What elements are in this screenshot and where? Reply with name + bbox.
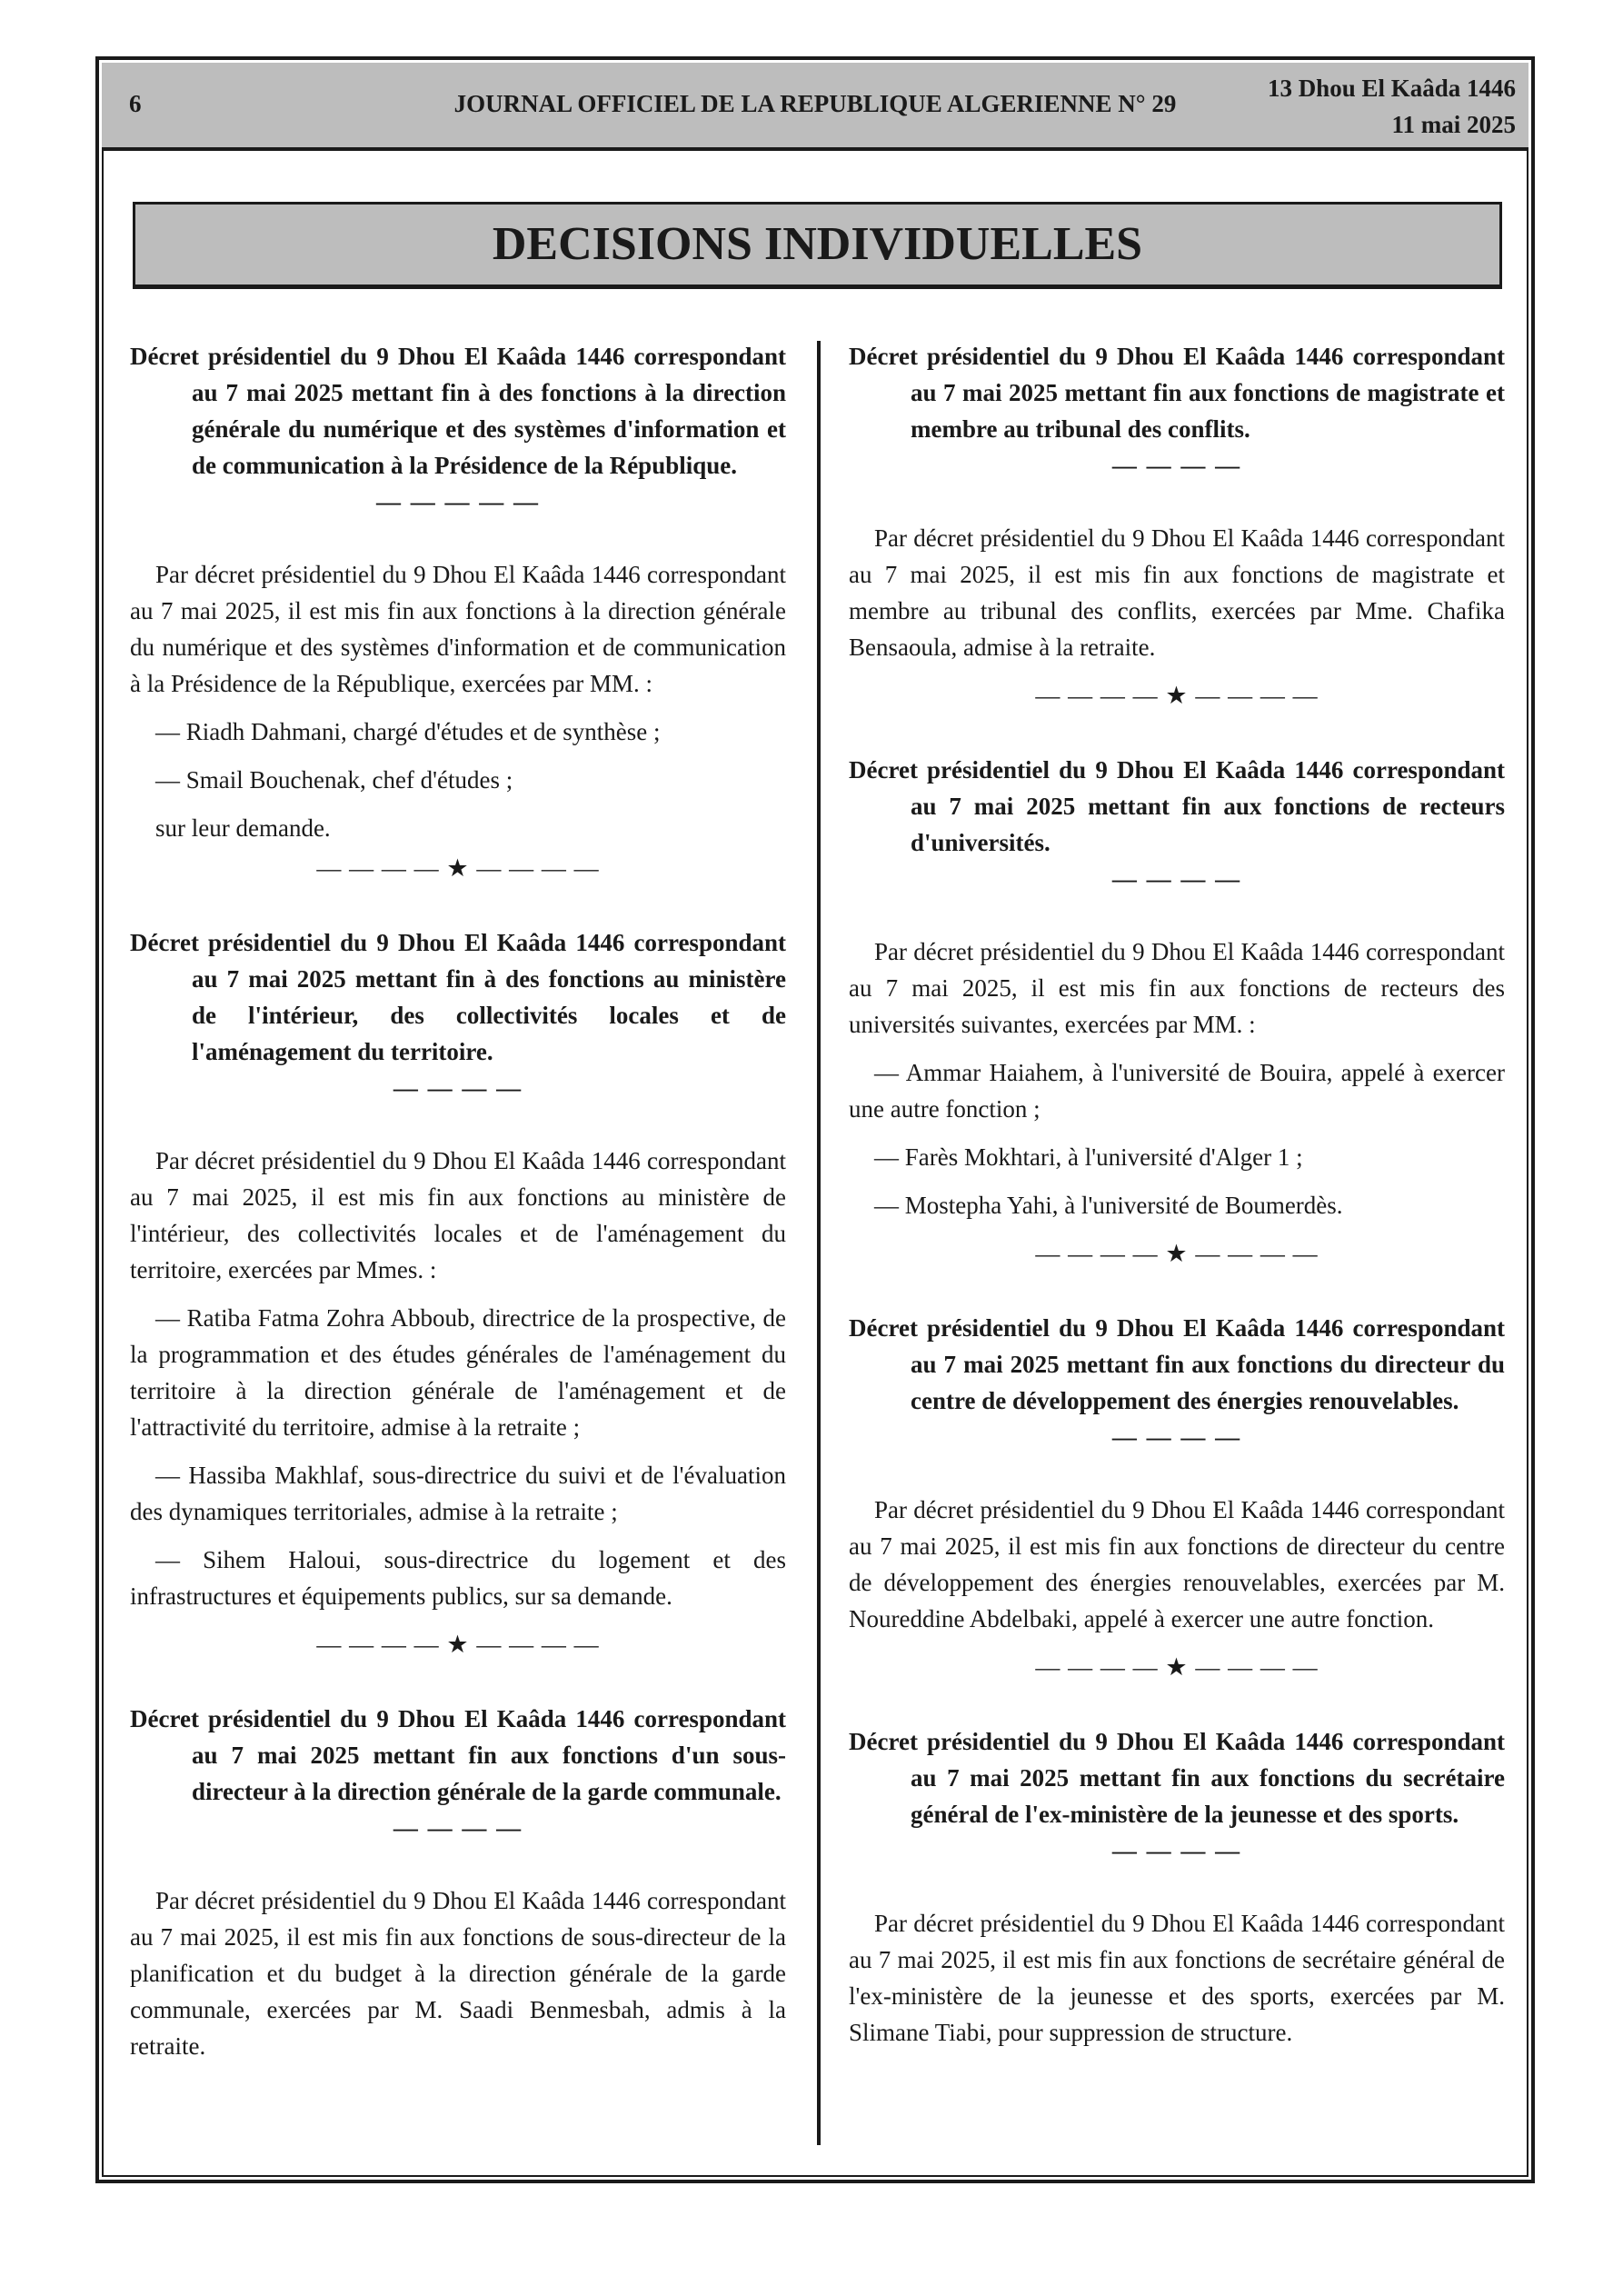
dash-separator: — — — — (1111, 1837, 1242, 1864)
date-hijri: 13 Dhou El Kaâda 1446 (1267, 75, 1516, 102)
page-number: 6 (129, 90, 142, 117)
journal-header (102, 63, 1528, 151)
decree-section (130, 338, 786, 886)
decree-heading: Décret présidentiel du 9 Dhou El Kaâda 1446 correspondant au 7 mai 2025 mettant fin aux fonctions d'un sous-directeur à la direction générale de la garde communale. (130, 1705, 786, 1805)
list-item: — Farès Mokhtari, à l'université d'Alger 1 ; (874, 1143, 1303, 1171)
decree-section (849, 752, 1505, 1272)
dash-separator: — — — — (1111, 452, 1242, 479)
decree-body: Par décret présidentiel du 9 Dhou El Kaâda 1446 correspondant au 7 mai 2025, il est mis fin aux fonctions au ministère de l'intérieur, des collectivités locales et de l'aménagement du territoire, exercées par Mmes. : (130, 1147, 786, 1283)
list-item: — Smail Bouchenak, chef d'études ; (155, 766, 513, 794)
list-item: — Mostepha Yahi, à l'université de Boumerdès. (874, 1192, 1343, 1219)
decree-section (849, 1310, 1505, 1685)
decree-heading: Décret présidentiel du 9 Dhou El Kaâda 1446 correspondant au 7 mai 2025 mettant fin aux fonctions de recteurs d'universités. (849, 756, 1505, 856)
decree-body: Par décret présidentiel du 9 Dhou El Kaâda 1446 correspondant au 7 mai 2025, il est mis fin aux fonctions de recteurs des universités suivantes, exercées par MM. : (849, 938, 1505, 1038)
dash-separator: — — — — — (376, 488, 540, 515)
list-item: — Riadh Dahmani, chargé d'études et de synthèse ; (155, 718, 661, 745)
list-item: — Hassiba Makhlaf, sous-directrice du suivi et de l'évaluation des dynamiques territoriales, admise à la retraite ; (130, 1462, 786, 1525)
dash-separator: — — — — (393, 1074, 523, 1102)
decree-body: Par décret présidentiel du 9 Dhou El Kaâda 1446 correspondant au 7 mai 2025, il est mis fin aux fonctions de directeur du centre de développement des énergies renouvelables, exercées par M. Noureddine Abdelbaki, appelé à exercer une autre fonction. (849, 1496, 1505, 1632)
decree-heading: Décret présidentiel du 9 Dhou El Kaâda 1446 correspondant au 7 mai 2025 mettant fin aux fonctions du secrétaire général de l'ex-ministère de la jeunesse et des sports. (849, 1728, 1505, 1828)
date-gregorian: 11 mai 2025 (1391, 111, 1516, 138)
dash-separator: — — — — (1111, 1423, 1242, 1451)
decree-body: Par décret présidentiel du 9 Dhou El Kaâda 1446 correspondant au 7 mai 2025, il est mis fin aux fonctions de sous-directeur de la planification et du budget à la direction générale de la garde communale, exercées par M. Saadi Benmesbah, admis à la retraite. (130, 1887, 786, 2060)
dash-separator: — — — — (1111, 865, 1242, 893)
decree-heading: Décret présidentiel du 9 Dhou El Kaâda 1446 correspondant au 7 mai 2025 mettant fin à des fonctions à la direction générale du numérique et des systèmes d'information et de communication à la Présidence de la République. (130, 343, 786, 479)
list-item: — Ammar Haiahem, à l'université de Bouira, appelé à exercer une autre fonction ; (849, 1059, 1505, 1123)
decree-section (849, 1723, 1505, 2051)
decree-body: Par décret présidentiel du 9 Dhou El Kaâda 1446 correspondant au 7 mai 2025, il est mis fin aux fonctions de magistrate et membre au tribunal des conflits, exercées par Mme. Chafika Bensaoula, admise à la retraite. (849, 524, 1505, 661)
journal-title: JOURNAL OFFICIEL DE LA REPUBLIQUE ALGERIENNE N° 29 (453, 90, 1177, 117)
star-separator: — — — — ★ — — — — (1035, 1240, 1319, 1267)
decree-heading: Décret présidentiel du 9 Dhou El Kaâda 1446 correspondant au 7 mai 2025 mettant fin à des fonctions au ministère de l'intérieur, des collectivités locales et de l'aménagement du territoire. (130, 929, 786, 1065)
star-separator: — — — — ★ — — — — (1035, 1653, 1319, 1681)
decree-section (849, 338, 1505, 714)
right-column (849, 338, 1505, 2062)
issue-date (1268, 70, 1516, 143)
decree-section (130, 924, 786, 1662)
decree-body: Par décret présidentiel du 9 Dhou El Kaâda 1446 correspondant au 7 mai 2025, il est mis fin aux fonctions de secrétaire général de l'ex-ministère de la jeunesse et des sports, exercées par M. Slimane Tiabi, pour suppression de structure. (849, 1910, 1505, 2046)
decree-section (130, 1701, 786, 2064)
star-separator: — — — — ★ — — — — (316, 854, 600, 882)
decree-heading: Décret présidentiel du 9 Dhou El Kaâda 1446 correspondant au 7 mai 2025 mettant fin aux fonctions de magistrate et membre au tribunal des conflits. (849, 343, 1505, 443)
decree-heading: Décret présidentiel du 9 Dhou El Kaâda 1446 correspondant au 7 mai 2025 mettant fin aux fonctions du directeur du centre de développement des énergies renouvelables. (849, 1314, 1505, 1414)
dash-separator: — — — — (393, 1814, 523, 1842)
section-title: DECISIONS INDIVIDUELLES (133, 202, 1502, 289)
star-separator: — — — — ★ — — — — (1035, 682, 1319, 709)
star-separator: — — — — ★ — — — — (316, 1631, 600, 1658)
column-divider (817, 341, 821, 2145)
decree-body: Par décret présidentiel du 9 Dhou El Kaâda 1446 correspondant au 7 mai 2025, il est mis fin aux fonctions à la direction générale du numérique et des systèmes d'information et de communication à la Présidence de la République, exercées par MM. : (130, 561, 786, 697)
list-item: — Ratiba Fatma Zohra Abboub, directrice de la prospective, de la programmation et des études générales de l'aménagement du territoire à la direction générale de l'aménagement et de l'attractivité du territoire, admise à la retraite ; (130, 1304, 786, 1441)
decree-closing: sur leur demande. (155, 814, 331, 842)
left-column (130, 338, 786, 2076)
list-item: — Sihem Haloui, sous-directrice du logement et des infrastructures et équipements publics, sur sa demande. (130, 1546, 786, 1610)
